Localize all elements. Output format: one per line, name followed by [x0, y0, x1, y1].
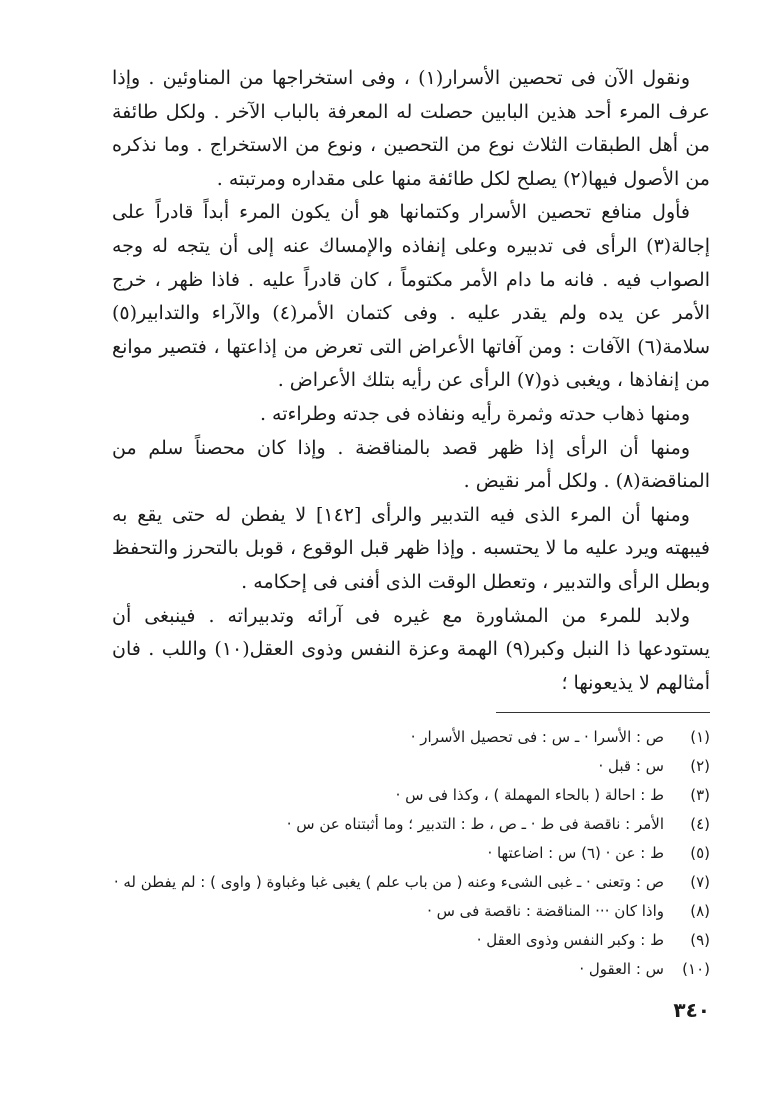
footnote-text: ط : وكبر النفس وذوى العقل ·: [476, 931, 664, 950]
footnote-number: (٣): [690, 786, 710, 805]
book-page: [112, 62, 710, 1022]
footnote-text: ط : احالة ( بالحاء المهملة ) ، وكذا فى س ·: [395, 786, 664, 805]
footnote-number: (٢): [690, 757, 710, 776]
paragraph-2: فأول منافع تحصين الأسرار وكتمانها هو أن يكون المرء أبداً قادراً على إجالة(٣) الرأى فى تدبيره وعلى إنفاذه والإمساك عنه إلى أن يتجه له وجه الصواب فيه . فانه ما دام الأمر مكتوماً ، كان قادراً عليه . فاذا ظهر ، خرج الأمر عن يده ولم يقدر عليه . وفى كتمان الأمر(٤) والآراء والتدابير(٥) سلامة(٦) الآفات : ومن آفاتها الأعراض التى تعرض من إذاعتها ، فتصير موانع من إنفاذها ، ويغبى ذو(٧) الرأى عن رأيه بتلك الأعراض .: [112, 201, 710, 392]
footnote: [112, 723, 710, 752]
footnote: [112, 926, 710, 955]
footnote-text: الأمر : ناقصة فى ط · ـ ص ، ط : التدبير ؛ وما أثبتناه عن س ·: [286, 815, 664, 834]
paragraph-3: ومنها ذهاب حدته وثمرة رأيه ونفاذه فى جدته وطراءته .: [259, 402, 690, 425]
footnote: [112, 897, 710, 926]
footnote-divider: [496, 712, 710, 713]
footnote-text: ص : وتعنى · ـ غبى الشىء وعنه ( من باب علم ) يغبى غبا وغباوة ( واوى ) : لم يفطن له ·: [113, 873, 664, 892]
footnote: [112, 810, 710, 839]
footnote-number: (٩): [690, 931, 710, 950]
main-text: [112, 62, 710, 700]
footnote-number: (٤): [690, 815, 710, 834]
footnote: [112, 839, 710, 868]
footnote: [112, 752, 710, 781]
footnote-text: س : قبل ·: [598, 757, 664, 776]
paragraph-4: ومنها أن الرأى إذا ظهر قصد بالمناقضة . وإذا كان محصناً سلم من المناقضة(٨) . ولكل أمر نقيض .: [112, 436, 710, 493]
paragraph-6: ولابد للمرء من المشاورة مع غيره فى آرائه وتدبيراته . فينبغى أن يستودعها ذا النبل وكبر(٩) الهمة وعزة النفس وذوى العقل(١٠) واللب . فان أمثالهم لا يذيعونها ؛: [112, 604, 710, 694]
footnote-text: س : العقول ·: [579, 960, 664, 979]
footnote-number: (١): [690, 728, 710, 747]
footnote-text: ط : عن · (٦) س : اضاعتها ·: [487, 844, 664, 863]
footnote-number: (٧): [690, 873, 710, 892]
footnote-number: (٥): [690, 844, 710, 863]
footnote-number: (٨): [690, 902, 710, 921]
page-number: ٣٤٠: [673, 998, 710, 1023]
footnotes: [112, 723, 710, 984]
footnote: [112, 868, 710, 897]
paragraph-5: ومنها أن المرء الذى فيه التدبير والرأى [١٤٢] لا يفطن له حتى يقع به فيبهته ويرد عليه ما لا يحتسبه . وإذا ظهر قبل الوقوع ، قوبل بالتحرز والتحفظ وبطل الرأى والتدبير ، وتعطل الوقت الذى أفنى فى إحكامه .: [112, 503, 710, 593]
paragraph-1: ونقول الآن فى تحصين الأسرار(١) ، وفى استخراجها من المناوئين . وإذا عرف المرء أحد هذين البابين حصلت له المعرفة بالباب الآخر . ولكل طائفة من أهل الطبقات الثلاث نوع من التحصين ، ونوع من الاستخراج . وما نذكره من الأصول فيها(٢) يصلح لكل طائفة منها على مقداره ومرتبته .: [112, 67, 710, 190]
footnote-number: (١٠): [682, 960, 710, 979]
footnote-text: واذا كان ··· المناقضة : ناقصة فى س ·: [427, 902, 664, 921]
footnote-text: ص : الأسرا · ـ س : فى تحصيل الأسرار ·: [410, 728, 664, 747]
footnote: [112, 781, 710, 810]
footnote: [112, 955, 710, 984]
